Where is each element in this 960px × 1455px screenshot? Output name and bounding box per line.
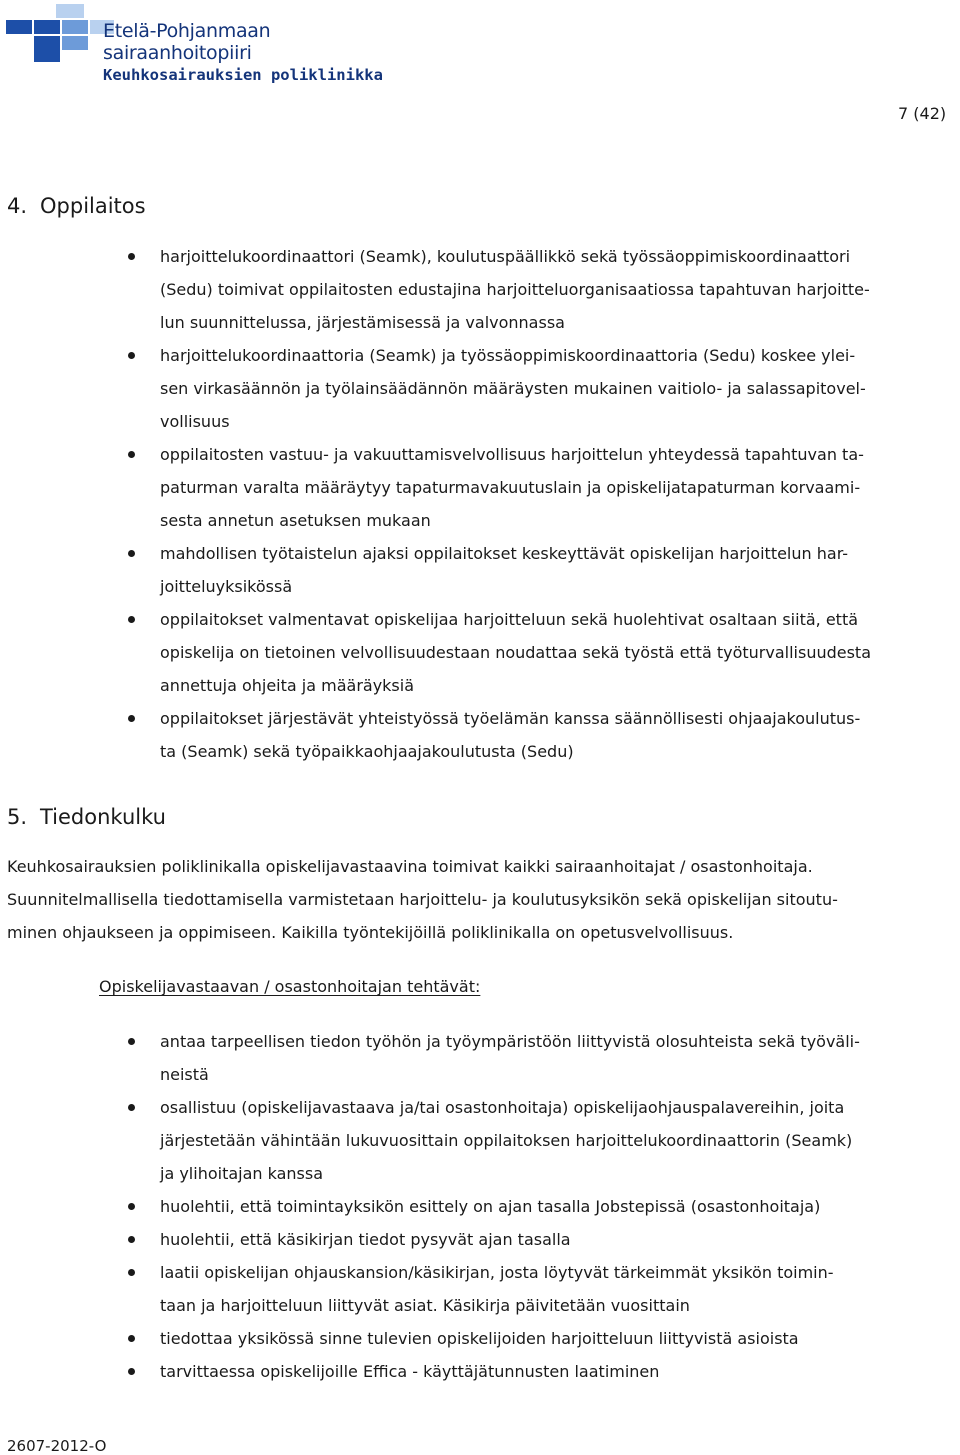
list-item-line: ja ylihoitajan kanssa: [160, 1164, 324, 1183]
list-item-line: harjoittelukoordinaattoria (Seamk) ja työssäoppimiskoordinaattoria (Sedu) koskee ylei-: [160, 346, 856, 365]
responsibilities-bullet-list: [160, 1025, 955, 1388]
logo-block: [62, 36, 88, 50]
list-item-line: antaa tarpeellisen tiedon työhön ja työympäristöön liittyvistä olosuhteista sekä työväli-: [160, 1032, 860, 1051]
list-item-line: laatii opiskelijan ohjauskansion/käsikirjan, josta löytyvät tärkeimmät yksikön toimin-: [160, 1263, 834, 1282]
hospital-district-logo: [6, 4, 116, 62]
list-item: [160, 1322, 955, 1355]
list-item-line: tiedottaa yksikössä sinne tulevien opiskelijoiden harjoitteluun liittyvistä asioista: [160, 1329, 799, 1348]
organization-name-line2: sairaanhoitopiiri: [103, 42, 252, 64]
oppilaitos-bullet-list: [160, 240, 955, 768]
list-item-line: oppilaitokset järjestävät yhteistyössä työelämän kanssa säännöllisesti ohjaajakoulutus-: [160, 709, 861, 728]
list-item-line: neistä: [160, 1065, 209, 1084]
list-item-line: taan ja harjoitteluun liittyvät asiat. Käsikirja päivitetään vuosittain: [160, 1296, 690, 1315]
list-item: [160, 603, 955, 702]
list-item-line: tarvittaessa opiskelijoille Effica - käyttäjätunnusten laatiminen: [160, 1362, 660, 1381]
logo-block: [34, 20, 60, 34]
list-item: [160, 1256, 955, 1322]
list-item-line: sen virkasäännön ja työlainsäädännön määräysten mukainen vaitiolo- ja salassapitovel-: [160, 379, 866, 398]
paragraph-line: minen ohjaukseen ja oppimiseen. Kaikilla työntekijöillä poliklinikalla on opetusvelvollisuus.: [7, 923, 734, 942]
list-item-line: mahdollisen työtaistelun ajaksi oppilaitokset keskeyttävät opiskelijan harjoittelun har-: [160, 544, 849, 563]
organization-name-line1: Etelä-Pohjanmaan: [103, 20, 271, 42]
list-item-line: oppilaitosten vastuu- ja vakuuttamisvelvollisuus harjoittelun yhteydessä tapahtuvan ta-: [160, 445, 864, 464]
logo-block: [34, 36, 60, 50]
list-item: [160, 702, 955, 768]
logo-block: [56, 4, 84, 18]
list-item: [160, 1223, 955, 1256]
list-item-line: (Sedu) toimivat oppilaitosten edustajina harjoitteluorganisaatiossa tapahtuvan harjoitte-: [160, 280, 870, 299]
paragraph-line: Keuhkosairauksien poliklinikalla opiskelijavastaavina toimivat kaikki sairaanhoitajat / osastonhoitaja.: [7, 857, 813, 876]
list-item: [160, 1190, 955, 1223]
responsibilities-subheading: Opiskelijavastaavan / osastonhoitajan tehtävät:: [99, 977, 481, 996]
list-item: [160, 438, 955, 537]
list-item-line: huolehtii, että käsikirjan tiedot pysyvät ajan tasalla: [160, 1230, 571, 1249]
section-title: Oppilaitos: [40, 194, 146, 218]
list-item: [160, 1025, 955, 1091]
tiedonkulku-paragraph: [7, 850, 952, 949]
logo-block: [6, 20, 32, 34]
list-item: [160, 339, 955, 438]
section-title: Tiedonkulku: [40, 805, 166, 829]
organization-name: [103, 20, 270, 64]
list-item-line: oppilaitokset valmentavat opiskelijaa harjoitteluun sekä huolehtivat osaltaan siitä, että: [160, 610, 859, 629]
list-item-line: järjestetään vähintään lukuvuosittain oppilaitoksen harjoittelukoordinaattorin (Seamk): [160, 1131, 853, 1150]
paragraph-line: Suunnitelmallisella tiedottamisella varmistetaan harjoittelu- ja koulutusyksikön sekä opiskelijan sitoutu-: [7, 890, 838, 909]
logo-block: [34, 50, 60, 62]
list-item: [160, 240, 955, 339]
list-item-line: paturman varalta määräytyy tapaturmavakuutuslain ja opiskelijatapaturman korvaami-: [160, 478, 861, 497]
logo-block: [62, 20, 88, 34]
section-number: 5.: [7, 805, 28, 829]
list-item: [160, 1091, 955, 1190]
list-item-line: osallistuu (opiskelijavastaava ja/tai osastonhoitaja) opiskelijaohjauspalavereihin, joita: [160, 1098, 845, 1117]
list-item-line: harjoittelukoordinaattori (Seamk), koulutuspäällikkö sekä työssäoppimiskoordinaattori: [160, 247, 851, 266]
section-heading-tiedonkulku: [7, 805, 166, 829]
list-item-line: huolehtii, että toimintayksikön esittely on ajan tasalla Jobstepissä (osastonhoitaja): [160, 1197, 821, 1216]
list-item-line: annettuja ohjeita ja määräyksiä: [160, 676, 415, 695]
page-number: 7 (42): [898, 104, 947, 123]
list-item: [160, 537, 955, 603]
department-name: Keuhkosairauksien poliklinikka: [103, 66, 383, 84]
list-item-line: sesta annetun asetuksen mukaan: [160, 511, 431, 530]
section-number: 4.: [7, 194, 28, 218]
list-item-line: joitteluyksikössä: [160, 577, 293, 596]
document-code: 2607-2012-O: [7, 1437, 107, 1455]
section-heading-oppilaitos: [7, 194, 146, 218]
list-item-line: vollisuus: [160, 412, 230, 431]
list-item: [160, 1355, 955, 1388]
list-item-line: opiskelija on tietoinen velvollisuudestaan noudattaa sekä työstä että työturvallisuudesta: [160, 643, 872, 662]
list-item-line: ta (Seamk) sekä työpaikkaohjaajakoulutusta (Sedu): [160, 742, 574, 761]
list-item-line: lun suunnittelussa, järjestämisessä ja valvonnassa: [160, 313, 565, 332]
